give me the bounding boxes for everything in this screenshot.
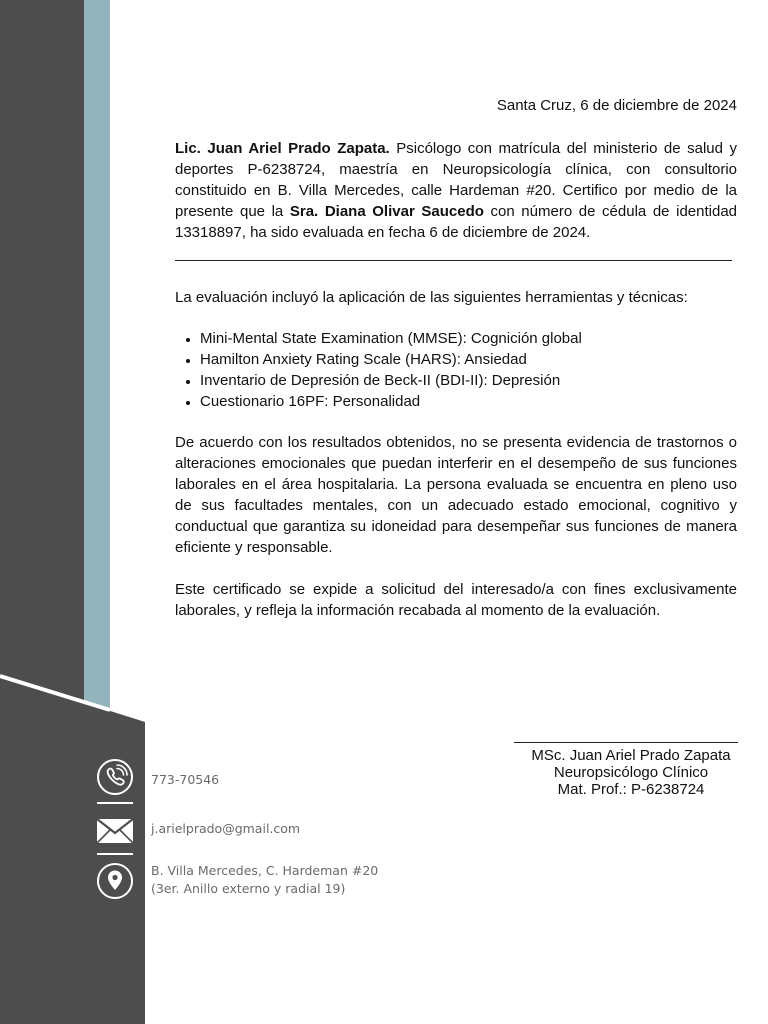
address-line-1: B. Villa Mercedes, C. Hardeman #20: [151, 863, 379, 878]
bullet-icon: [186, 338, 190, 342]
address-line-2: (3er. Anillo externo y radial 19): [151, 881, 346, 896]
mail-icon: [95, 811, 135, 851]
list-item: [175, 391, 735, 412]
phone-number: 773-70546: [151, 772, 220, 787]
result-paragraph: De acuerdo con los resultados obtenidos, no se presenta evidencia de trastornos o alteraciones emocionales que puedan interferir en el desempeño de sus funciones laborales en el área hospitalaria. La persona evaluada se encuentra en pleno uso de sus facultades mentales, con un adecuado estado emocional, cognitivo y conductual que garantiza su idoneidad para desempeñar sus funciones de manera eficiente y responsable.: [175, 434, 737, 556]
signature-name: MSc. Juan Ariel Prado Zapata: [531, 747, 731, 764]
bullet-icon: [186, 359, 190, 363]
patient-name: Sra. Diana Olivar Saucedo: [289, 203, 484, 220]
tools-list: [175, 328, 735, 412]
tool-label: Inventario de Depresión de Beck-II (BDI-II): Depresión: [200, 372, 561, 389]
signature-block: [514, 747, 748, 798]
email-address: j.arielprado@gmail.com: [151, 821, 301, 836]
bullet-icon: [186, 401, 190, 405]
tool-label: Cuestionario 16PF: Personalidad: [200, 393, 421, 410]
contact-divider: [97, 802, 133, 804]
place-date: Santa Cruz, 6 de diciembre de 2024: [496, 97, 737, 114]
phone-icon: [95, 757, 135, 797]
signature-license: Mat. Prof.: P-6238724: [557, 781, 705, 798]
location-icon: [95, 861, 135, 901]
separator-line: [175, 260, 732, 261]
signature-line: [514, 742, 738, 743]
list-item: [175, 370, 735, 391]
address: [151, 862, 378, 898]
tool-label: Mini-Mental State Examination (MMSE): Cognición global: [200, 330, 582, 347]
evaluation-intro: La evaluación incluyó la aplicación de las siguientes herramientas y técnicas:: [175, 289, 688, 306]
tool-label: Hamilton Anxiety Rating Scale (HARS): Ansiedad: [200, 351, 527, 368]
bullet-icon: [186, 380, 190, 384]
intro-text-a: Psicólogo con matrícula del ministerio de salud y deportes P-6238724, maestría en Neuropsicología clínica, con consultorio constituido en B. Villa Mercedes, calle Hardeman #20. Certifico por medio de la presente que la: [175, 140, 737, 220]
list-item: [175, 328, 735, 349]
signature-title: Neuropsicólogo Clínico: [553, 764, 709, 781]
intro-text-b: con número de cédula de identidad 13318897, ha sido evaluada en fecha 6 de diciembre de 2024.: [175, 203, 738, 241]
professional-name: Lic. Juan Ariel Prado Zapata.: [175, 140, 390, 157]
closing-paragraph: Este certificado se expide a solicitud del interesado/a con fines exclusivamente laborales, y refleja la información recabada al momento de la evaluación.: [175, 581, 737, 619]
intro-paragraph: [175, 138, 737, 243]
list-item: [175, 349, 735, 370]
contact-divider: [97, 853, 133, 855]
